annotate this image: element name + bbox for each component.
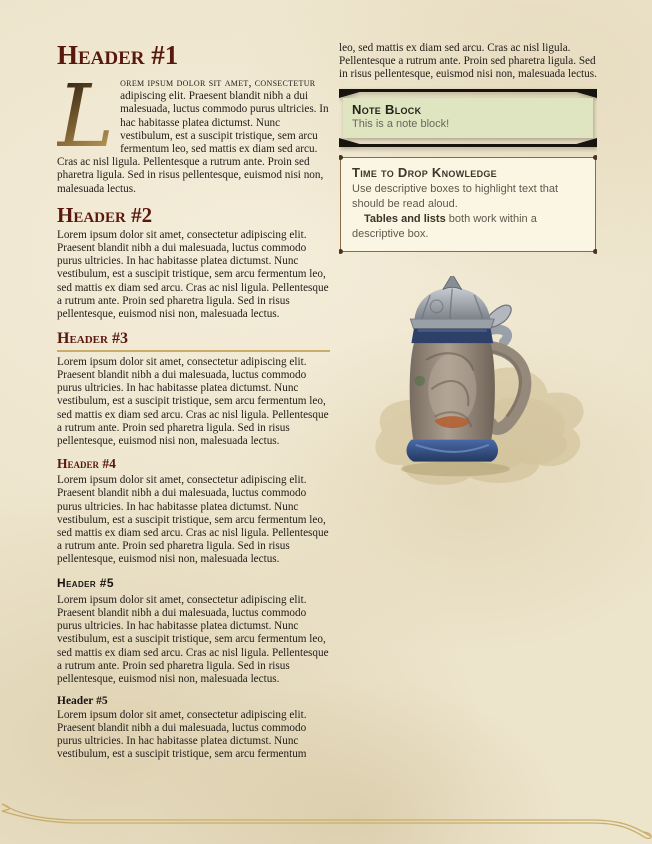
- section-header-5: Header #5: [57, 575, 114, 590]
- section-paragraph: Lorem ipsum dolor sit amet, consectetur adipiscing elit. Praesent blandit nibh a dui malesuada, luctus commodo purus ultricies. In hac habitasse platea dictumst. Nunc vestibulum, est a suscipit tristique, sem arcu fermentum leo, sed mattis ex diam sed arcu. Cras ac nisl ligula. Pellentesque a rutrum ante. Proin sed pharetra ligula. Sed in risus pellentesque, euismod nisi non, malesuada lectus.: [57, 474, 329, 566]
- section-paragraph: Lorem ipsum dolor sit amet, consectetur adipiscing elit. Praesent blandit nibh a dui malesuada, luctus commodo purus ultricies. In hac habitasse platea dictumst. Nunc vestibulum, est a suscipit tristique, sem arcu fermentum leo, sed mattis ex diam sed arcu. Cras ac nisl ligula. Pellentesque a rutrum ante. Proin sed pharetra ligula. Sed in risus pellentesque, euismod nisi non, malesuada lectus.: [57, 228, 329, 321]
- descriptive-box-title: Time to Drop Knowledge: [352, 164, 497, 180]
- note-ribbon-top-icon: [339, 89, 597, 98]
- section-header-3: Header #3: [57, 330, 330, 352]
- section-paragraph-truncated: Lorem ipsum dolor sit amet, consectetur adipiscing elit. Praesent blandit nibh a dui malesuada, luctus commodo purus ultricies. In hac habitasse platea dictumst. Nunc vestibulum, est a suscipit tristique, sem arcu fermentum: [57, 708, 307, 761]
- drop-cap: L: [57, 77, 120, 153]
- corner-pin-icon: [593, 155, 597, 160]
- footer-flourish-icon: [0, 800, 652, 840]
- continuation-paragraph: leo, sed mattis ex diam sed arcu. Cras ac nisl ligula. Pellentesque a rutrum ante. Proin sed pharetra ligula. Sed in risus pellentesque, euismod nisi non, malesuada lectus.: [339, 42, 597, 81]
- beer-stein-illustration: [342, 276, 594, 492]
- descriptive-line2-rest: both work within a descriptive box.: [352, 212, 537, 240]
- right-column: [339, 42, 597, 800]
- section-header-5-bold: Header #5: [57, 695, 108, 708]
- descriptive-box-line2: [352, 212, 584, 242]
- left-column: [57, 42, 330, 800]
- intro-lead-smallcaps: orem ipsum dolor sit amet, consectetur: [120, 77, 316, 89]
- page-title: Header #1: [57, 42, 179, 70]
- intro-text: adipiscing elit. Praesent blandit nibh a dui malesuada, luctus commodo purus ultricies. In hac habitasse platea dictumst. Nunc vestibulum, est a suscipit tristique, sem arcu fermentum leo, sed mattis ex diam sed arcu. Cras ac nisl ligula. Pellentesque a rutrum ante. Proin sed pharetra ligula. Sed in risus pellentesque, euismod nisi non, malesuada lectus.: [57, 90, 329, 195]
- descriptive-box-line1: Use descriptive boxes to highlight text that should be read aloud.: [352, 182, 559, 210]
- note-title: Note Block: [352, 101, 422, 117]
- note-ribbon-bottom-icon: [339, 138, 597, 147]
- descriptive-bold-lead: Tables and lists: [364, 212, 446, 225]
- descriptive-box: [340, 157, 596, 252]
- note-content: [343, 98, 593, 138]
- two-column-layout: [57, 42, 597, 800]
- note-body: This is a note block!: [352, 117, 450, 130]
- section-paragraph: Lorem ipsum dolor sit amet, consectetur adipiscing elit. Praesent blandit nibh a dui malesuada, luctus commodo purus ultricies. In hac habitasse platea dictumst. Nunc vestibulum, est a suscipit tristique, sem arcu fermentum leo, sed mattis ex diam sed arcu. Cras ac nisl ligula. Pellentesque a rutrum ante. Proin sed pharetra ligula. Sed in risus pellentesque, euismod nisi non, malesuada lectus.: [57, 593, 329, 685]
- section-header-2: Header #2: [57, 202, 153, 227]
- note-block: [339, 89, 597, 147]
- corner-pin-icon: [593, 249, 597, 254]
- section-paragraph: Lorem ipsum dolor sit amet, consectetur adipiscing elit. Praesent blandit nibh a dui malesuada, luctus commodo purus ultricies. In hac habitasse platea dictumst. Nunc vestibulum, est a suscipit tristique, sem arcu fermentum leo, sed mattis ex diam sed arcu. Cras ac nisl ligula. Pellentesque a rutrum ante. Proin sed pharetra ligula. Sed in risus pellentesque, euismod nisi non, malesuada lectus.: [57, 355, 329, 448]
- section-header-4: Header #4: [57, 456, 116, 472]
- corner-pin-icon: [339, 155, 343, 160]
- corner-pin-icon: [339, 249, 343, 254]
- intro-paragraph: [57, 67, 330, 196]
